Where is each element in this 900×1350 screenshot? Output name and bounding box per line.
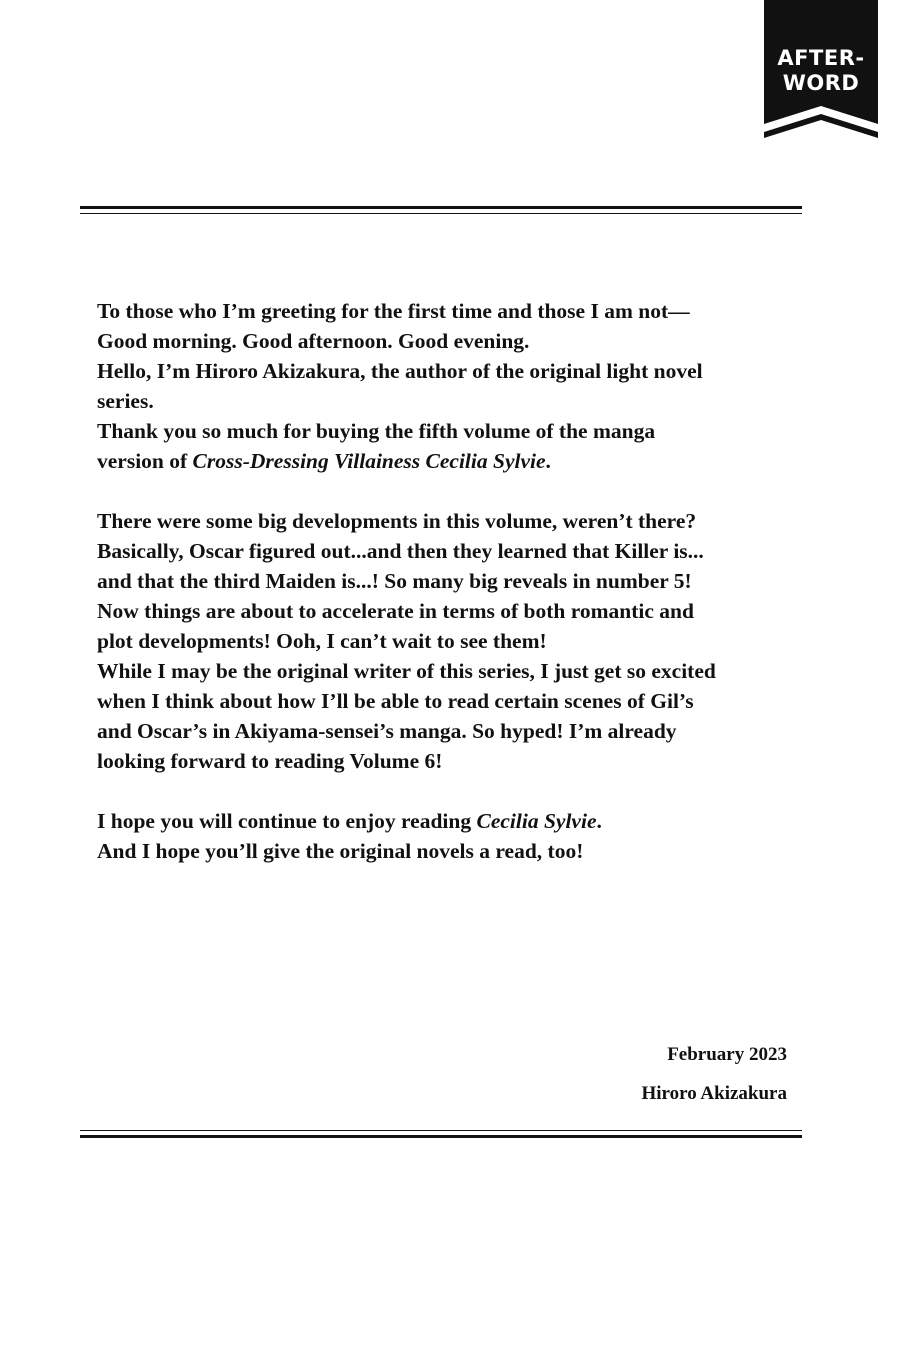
text-line: Now things are about to accelerate in terms of both romantic and [97,599,694,623]
bottom-double-rule [80,1130,802,1138]
book-title: Cross-Dressing Villainess Cecilia Sylvie [192,449,546,473]
text-line: series. [97,389,154,413]
text-line: While I may be the original writer of this series, I just get so excited [97,659,716,683]
banner-line-1: AFTER- [777,46,865,70]
banner-label [764,46,878,96]
text-line: Good morning. Good afternoon. Good evening. [97,329,530,353]
rule-thick-line [80,1135,802,1138]
text-fragment: I hope you will continue to enjoy reading [97,809,477,833]
text-line: plot developments! Ooh, I can’t wait to see them! [97,629,547,653]
text-line [97,446,797,476]
text-line: There were some big developments in this volume, weren’t there? [97,509,697,533]
signature-author: Hiroro Akizakura [641,1083,787,1104]
text-line: and Oscar’s in Akiyama-sensei’s manga. So hyped! I’m already [97,719,677,743]
text-line: Basically, Oscar figured out...and then they learned that Killer is... [97,539,704,563]
signature-block [641,1042,787,1107]
text-line: and that the third Maiden is...! So many big reveals in number 5! [97,569,692,593]
paragraph-greeting [97,296,797,476]
text-line: And I hope you’ll give the original novels a read, too! [97,839,584,863]
banner-line-2: WORD [782,71,860,95]
signature-date: February 2023 [667,1044,787,1065]
text-fragment: . [596,809,602,833]
text-line: looking forward to reading Volume 6! [97,749,443,773]
text-line: To those who I’m greeting for the first time and those I am not— [97,299,690,323]
rule-thin-line [80,213,802,214]
rule-thick-line [80,206,802,209]
text-line [97,806,797,836]
text-fragment: . [545,449,551,473]
paragraph-closing [97,806,797,866]
text-fragment: version of [97,449,193,473]
text-line: Thank you so much for buying the fifth volume of the manga [97,419,656,443]
rule-thin-line [80,1130,802,1131]
book-title: Cecilia Sylvie [476,809,597,833]
text-line: when I think about how I’ll be able to read certain scenes of Gil’s [97,689,694,713]
top-double-rule [80,206,802,214]
afterword-body [97,296,797,866]
text-line: Hello, I’m Hiroro Akizakura, the author of the original light novel [97,359,703,383]
afterword-banner [764,0,878,140]
paragraph-developments [97,506,797,776]
